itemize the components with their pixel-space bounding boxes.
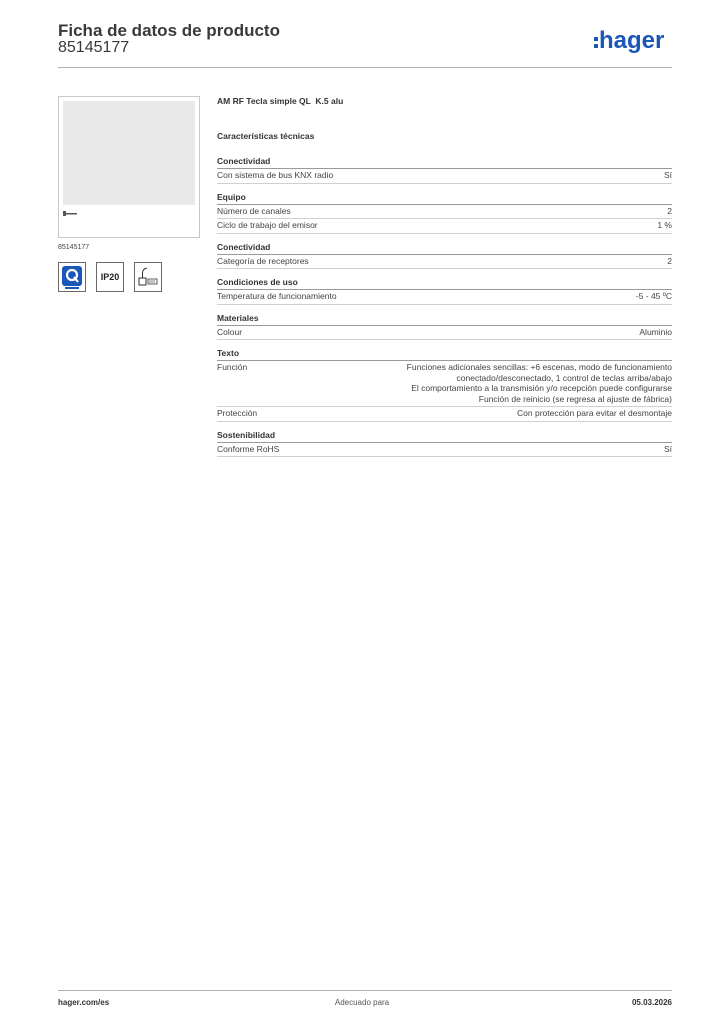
spec-row	[217, 290, 672, 305]
spec-value-line: 2	[667, 205, 672, 216]
header-divider	[58, 67, 672, 68]
spec-label: Número de canales	[217, 205, 291, 216]
spec-value-line: 2	[667, 255, 672, 266]
spec-row	[217, 205, 672, 220]
spec-label: Categoría de receptores	[217, 255, 309, 266]
footer-date: 05.03.2026	[631, 998, 672, 1007]
switch-face	[63, 101, 195, 205]
spec-row	[217, 326, 672, 341]
spec-row	[217, 407, 672, 422]
spec-value-line: Sí	[663, 170, 672, 180]
spec-value-line: conectado/desconectado, 1 control de teclas arriba/abajo	[456, 372, 672, 383]
spec-value-line: Con protección para evitar el desmontaje	[517, 408, 672, 418]
hager-logo	[593, 28, 673, 58]
spec-value	[664, 170, 672, 181]
spec-value	[639, 327, 672, 338]
spec-label: Colour	[217, 326, 243, 337]
spec-section	[217, 192, 672, 234]
ip20-label: IP20	[100, 272, 120, 282]
section-title: Conectividad	[217, 242, 672, 255]
ip20-badge	[96, 262, 124, 292]
spec-row	[217, 361, 672, 407]
quadra-q-icon	[58, 262, 86, 292]
spec-value	[667, 256, 672, 267]
spec-value	[657, 220, 672, 231]
spec-sections	[217, 156, 672, 465]
spec-label: Con sistema de bus KNX radio	[217, 170, 334, 180]
spec-value-line: El comportamiento a la transmisión y/o recepción puede configurarse	[411, 383, 672, 393]
logo-text: hager	[599, 28, 665, 54]
spec-section	[217, 277, 672, 305]
connector-icon	[134, 262, 162, 292]
spec-value	[517, 408, 672, 419]
spec-row	[217, 443, 672, 458]
product-image	[58, 96, 200, 238]
footer-divider	[58, 990, 672, 991]
section-title: Condiciones de uso	[217, 277, 672, 290]
spec-section	[217, 156, 672, 184]
spec-value	[667, 206, 672, 217]
spec-value-line: Función de reinicio (se regresa al ajuste de fábrica)	[478, 393, 672, 404]
product-mark-icon	[63, 211, 77, 216]
product-name: AM RF Tecla simple QL K.5 alu	[217, 96, 344, 106]
spec-value	[362, 362, 672, 404]
spec-label: Ciclo de trabajo del emisor	[217, 220, 318, 230]
spec-value-line: 1 %	[657, 220, 672, 230]
product-code: 85145177	[58, 39, 130, 56]
footer-suitable-for: Adecuado para	[334, 998, 390, 1007]
spec-row	[217, 219, 672, 234]
spec-section	[217, 348, 672, 422]
spec-label: Conforme RoHS	[217, 443, 280, 454]
spec-row	[217, 255, 672, 270]
spec-value-line: Aluminio	[639, 326, 672, 337]
spec-value	[636, 291, 672, 302]
section-title: Sostenibilidad	[217, 430, 672, 443]
section-title: Texto	[217, 348, 672, 361]
image-caption: 85145177	[58, 244, 90, 251]
section-title: Equipo	[217, 192, 672, 205]
spec-value-line: Funciones adicionales sencillas: +6 escenas, modo de funcionamiento	[406, 362, 672, 372]
section-title: Materiales	[217, 313, 672, 326]
spec-value-line: Sí	[663, 443, 672, 454]
spec-section	[217, 313, 672, 341]
spec-label: Temperatura de funcionamiento	[217, 291, 337, 301]
spec-section	[217, 430, 672, 458]
spec-value	[664, 444, 672, 455]
section-title: Conectividad	[217, 156, 672, 169]
spec-value-line: -5 - 45 ºC	[635, 291, 672, 301]
spec-row	[217, 169, 672, 184]
spec-label: Protección	[217, 408, 258, 418]
spec-section	[217, 242, 672, 270]
technical-characteristics-title: Características técnicas	[217, 131, 315, 141]
footer-website: hager.com/es	[58, 998, 110, 1007]
document-title: Ficha de datos de producto	[58, 21, 280, 40]
spec-label: Función	[217, 362, 248, 372]
